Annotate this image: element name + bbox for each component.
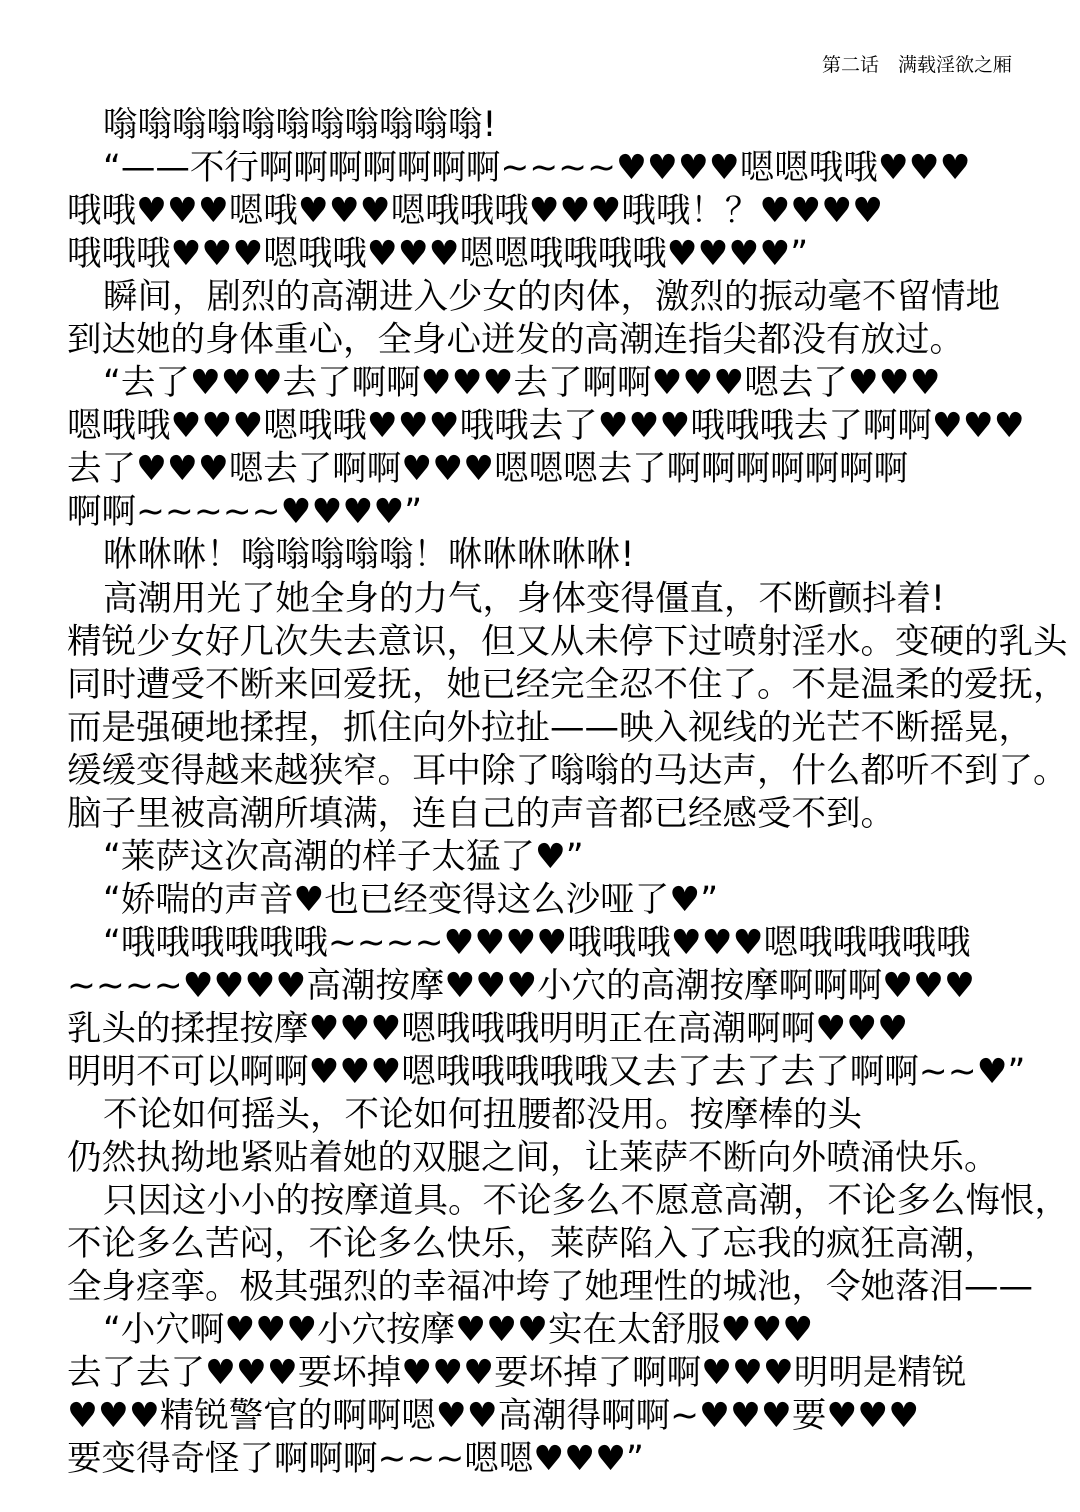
text-line: 去了去了♥♥♥要坏掉♥♥♥要坏掉了啊啊♥♥♥明明是精锐 bbox=[67, 1353, 967, 1394]
text-line: “娇喘的声音♥也已经变得这么沙哑了♥” bbox=[103, 879, 719, 920]
text-line: 缓缓变得越来越狭窄。耳中除了嗡嗡的马达声，什么都听不到了。 bbox=[67, 750, 1068, 791]
text-line: 精锐少女好几次失去意识，但又从未停下过喷射淫水。变硬的乳头 bbox=[67, 621, 1068, 662]
text-line: 啊啊~~~~~♥♥♥♥” bbox=[67, 492, 423, 533]
text-line: 同时遭受不断来回爱抚，她已经完全忍不住了。不是温柔的爱抚， bbox=[67, 664, 1068, 705]
text-line: 咻咻咻！嗡嗡嗡嗡嗡！咻咻咻咻咻! bbox=[103, 535, 635, 576]
story-text bbox=[67, 104, 1077, 1482]
text-line: 不论多么苦闷，不论多么快乐，莱萨陷入了忘我的疯狂高潮， bbox=[67, 1224, 999, 1265]
text-line: 哦哦♥♥♥嗯哦♥♥♥嗯哦哦哦♥♥♥哦哦！？♥♥♥♥ bbox=[67, 191, 884, 232]
text-line: 而是强硬地揉捏，抓住向外拉扯——映入视线的光芒不断摇晃， bbox=[67, 707, 1033, 748]
text-line: ~~~~♥♥♥♥高潮按摩♥♥♥小穴的高潮按摩啊啊啊♥♥♥ bbox=[67, 965, 975, 1006]
text-line: 要变得奇怪了啊啊啊~~~嗯嗯♥♥♥” bbox=[67, 1439, 644, 1480]
text-line: 哦哦哦♥♥♥嗯哦哦♥♥♥嗯嗯哦哦哦哦♥♥♥♥” bbox=[67, 234, 809, 275]
text-line: 明明不可以啊啊♥♥♥嗯哦哦哦哦哦又去了去了去了啊啊~~♥” bbox=[67, 1052, 1026, 1093]
text-line: 瞬间，剧烈的高潮进入少女的肉体，激烈的振动毫不留情地 bbox=[103, 277, 1000, 318]
text-line: 去了♥♥♥嗯去了啊啊♥♥♥嗯嗯嗯去了啊啊啊啊啊啊啊 bbox=[67, 449, 909, 490]
text-line: 嗯哦哦♥♥♥嗯哦哦♥♥♥哦哦去了♥♥♥哦哦哦去了啊啊♥♥♥ bbox=[67, 406, 1025, 447]
text-line: 嗡嗡嗡嗡嗡嗡嗡嗡嗡嗡嗡! bbox=[103, 105, 497, 145]
text-line: “莱萨这次高潮的样子太猛了♥” bbox=[103, 836, 584, 877]
text-line: 高潮用光了她全身的力气，身体变得僵直，不断颤抖着! bbox=[103, 578, 945, 619]
text-line: 不论如何摇头，不论如何扭腰都没用。按摩棒的头 bbox=[103, 1095, 862, 1136]
text-line: 乳头的揉捏按摩♥♥♥嗯哦哦哦明明正在高潮啊啊♥♥♥ bbox=[67, 1008, 909, 1049]
text-line: 只因这小小的按摩道具。不论多么不愿意高潮，不论多么悔恨， bbox=[103, 1181, 1069, 1222]
text-line: 到达她的身体重心，全身心迸发的高潮连指尖都没有放过。 bbox=[67, 320, 964, 361]
text-line: “——不行啊啊啊啊啊啊啊~~~~♥♥♥♥嗯嗯哦哦♥♥♥ bbox=[103, 148, 971, 189]
text-line: “去了♥♥♥去了啊啊♥♥♥去了啊啊♥♥♥嗯去了♥♥♥ bbox=[103, 363, 941, 404]
chapter-number: 第二话 bbox=[822, 54, 880, 76]
text-line: 仍然执拗地紧贴着她的双腿之间，让莱萨不断向外喷涌快乐。 bbox=[67, 1138, 999, 1179]
text-line: “小穴啊♥♥♥小穴按摩♥♥♥实在太舒服♥♥♥ bbox=[103, 1310, 814, 1351]
text-line: 全身痉挛。极其强烈的幸福冲垮了她理性的城池，令她落泪—— bbox=[67, 1267, 1033, 1308]
text-line: 脑子里被高潮所填满，连自己的声音都已经感受不到。 bbox=[67, 793, 895, 834]
text-line: “哦哦哦哦哦哦~~~~♥♥♥♥哦哦哦♥♥♥嗯哦哦哦哦哦 bbox=[103, 922, 971, 963]
running-header bbox=[822, 50, 1012, 77]
text-line: ♥♥♥精锐警官的啊啊嗯♥♥高潮得啊啊~♥♥♥要♥♥♥ bbox=[67, 1396, 920, 1437]
chapter-title: 满载淫欲之厢 bbox=[898, 54, 1013, 76]
